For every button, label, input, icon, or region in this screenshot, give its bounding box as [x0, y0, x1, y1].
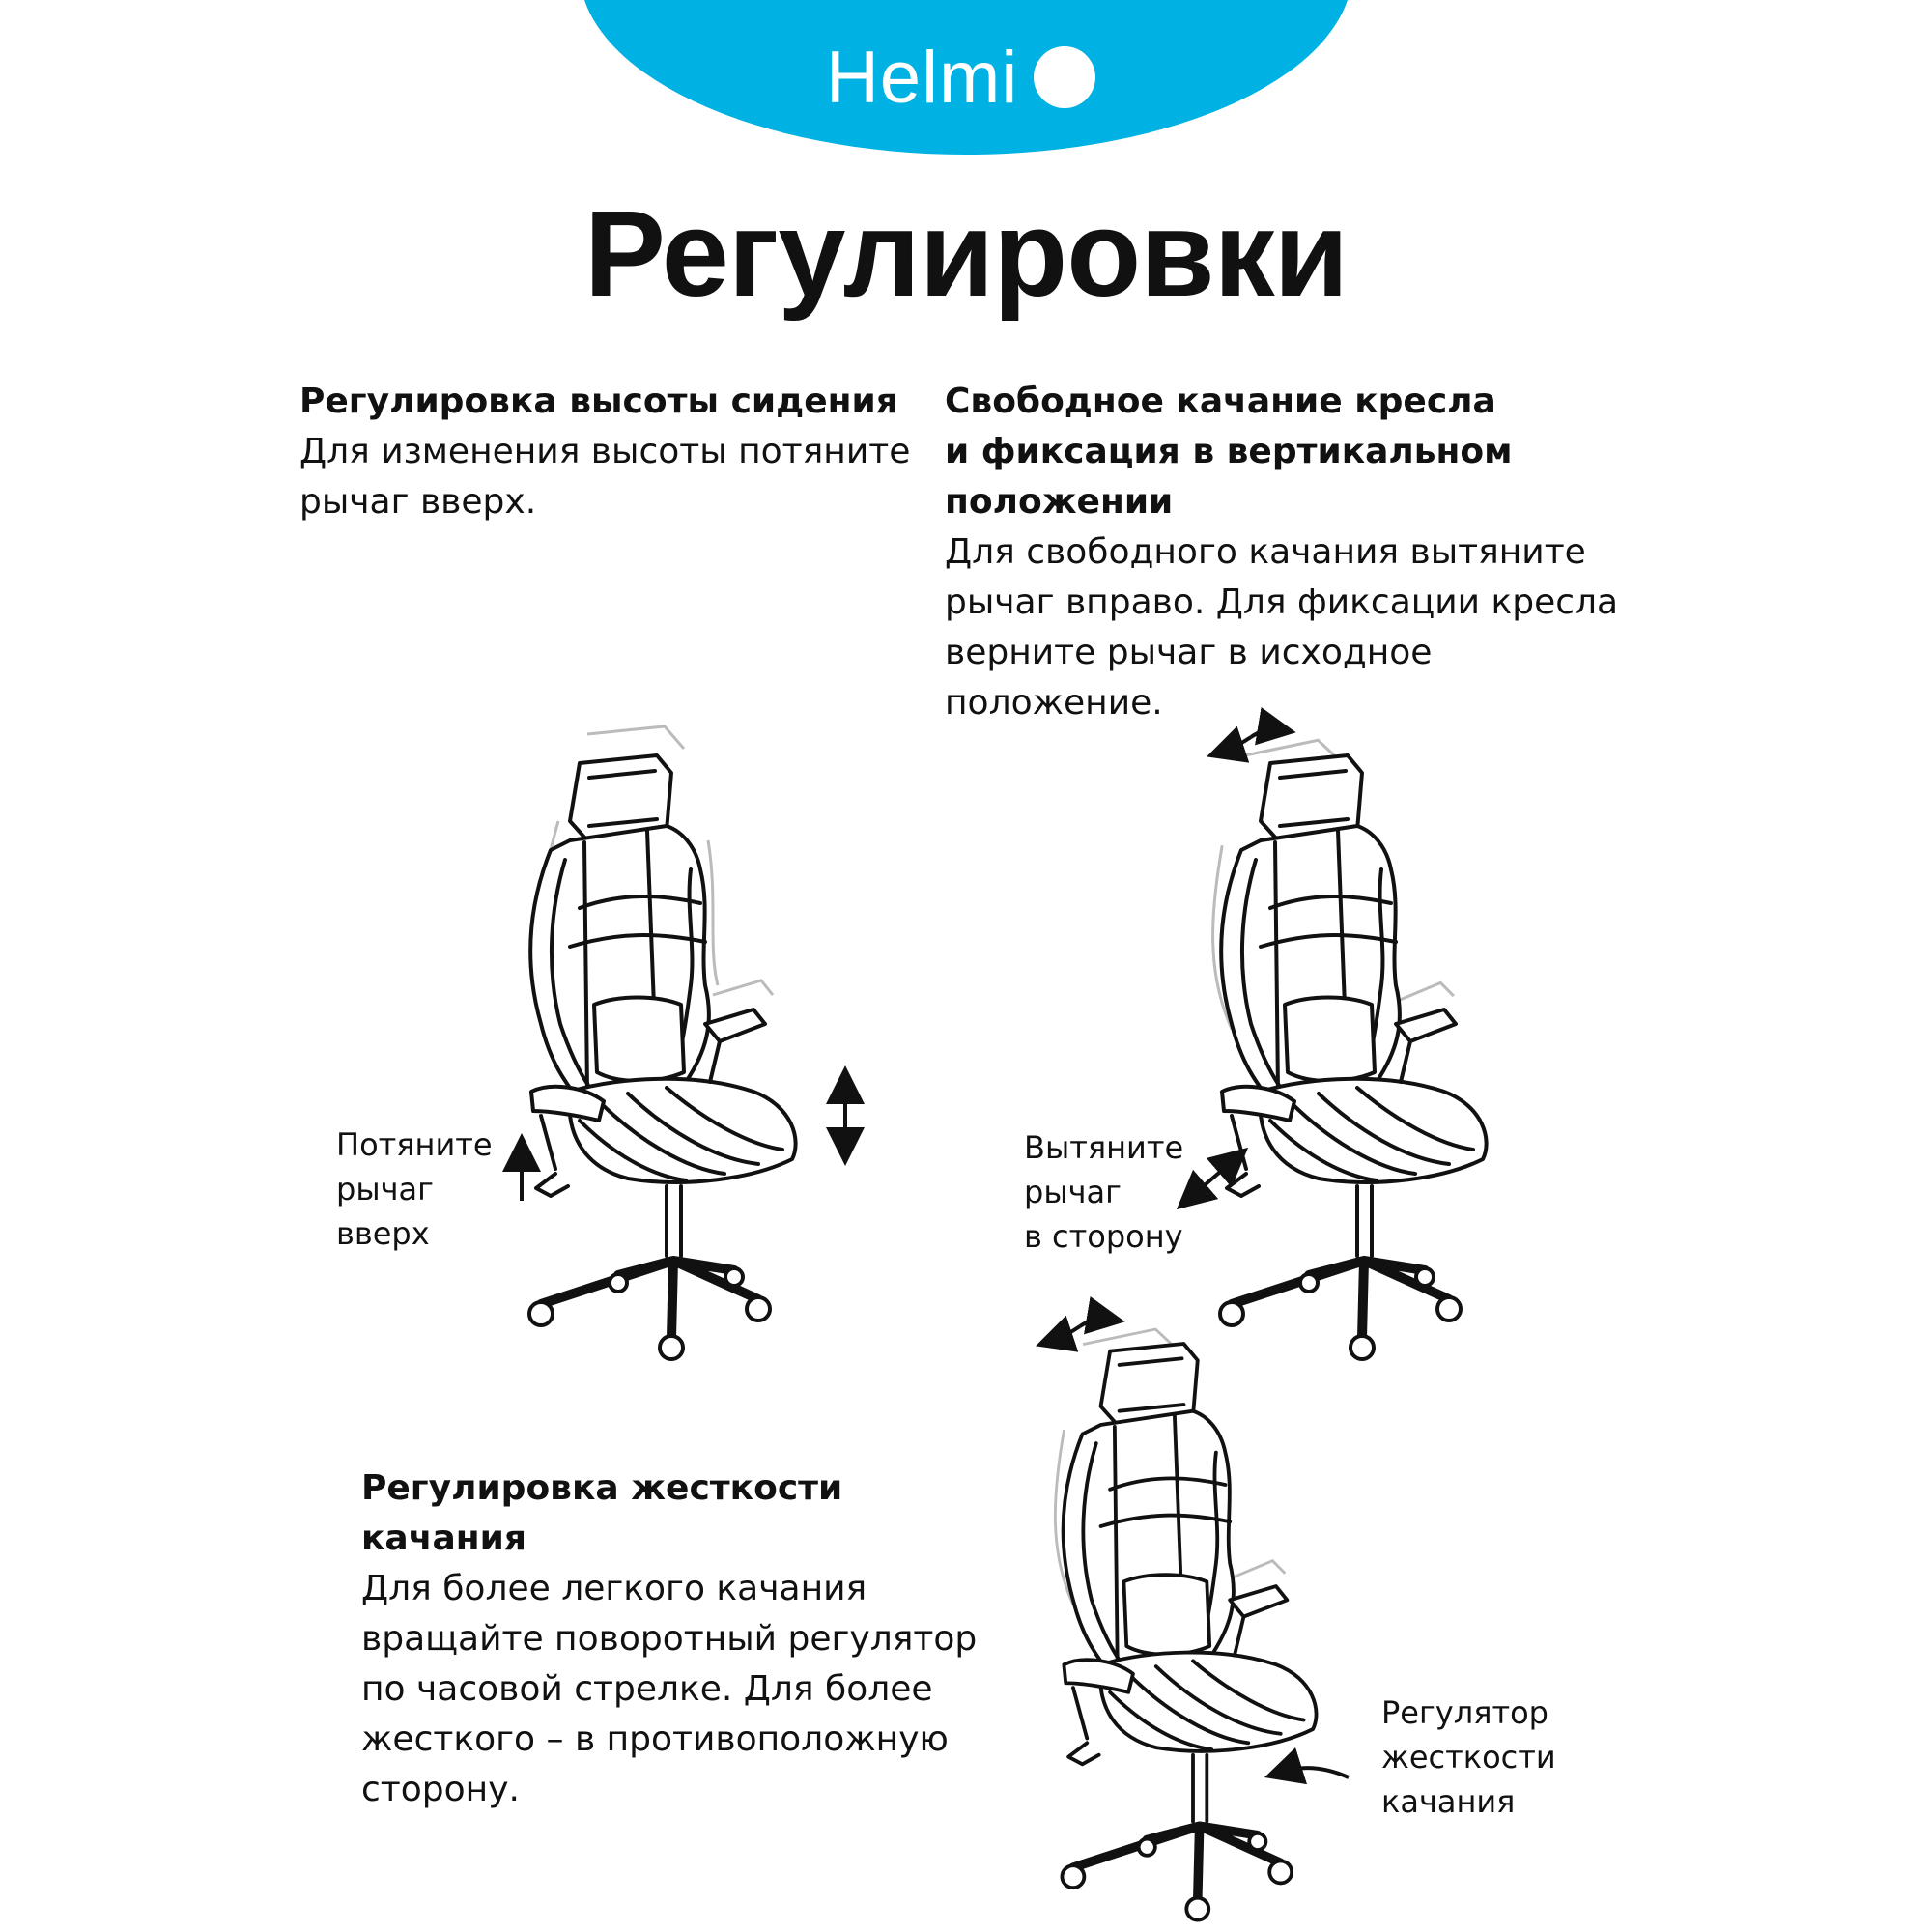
- body-line: жесткого – в противоположную: [361, 1719, 949, 1759]
- body-line: рычаг вверх.: [299, 482, 537, 522]
- body-line: Для свободного качания вытяните: [945, 532, 1586, 572]
- heading-line: положении: [945, 482, 1174, 522]
- callout-line: рычаг: [1024, 1174, 1122, 1210]
- body-line: положение.: [945, 683, 1163, 723]
- callout-line: в сторону: [1024, 1218, 1183, 1255]
- section-tilt-lock: [945, 377, 1640, 728]
- arrow-up-down-icon: [836, 1077, 855, 1154]
- section-heading: [299, 377, 918, 427]
- arrow-up-icon: [512, 1145, 531, 1203]
- section-body: [299, 427, 918, 527]
- callout-line: Вытяните: [1024, 1129, 1184, 1166]
- section-heading: [945, 377, 1640, 527]
- chair-illustration-tension: [1038, 1323, 1348, 1932]
- arrow-knob-pointer-icon: [1275, 1758, 1352, 1797]
- chair-illustration-height: [512, 734, 821, 1372]
- callout-tension-knob: [1381, 1690, 1556, 1824]
- body-line: рычаг вправо. Для фиксации кресла: [945, 582, 1619, 622]
- callout-line: качания: [1381, 1783, 1516, 1820]
- section-body: [361, 1564, 999, 1815]
- section-heading: [361, 1463, 999, 1564]
- brand-name: Helmi: [826, 36, 1019, 119]
- callout-pull-lever-up: [336, 1122, 493, 1256]
- callout-line: рычаг: [336, 1171, 434, 1208]
- page-title: Регулировки: [583, 185, 1349, 322]
- heading-line: Свободное качание кресла: [945, 382, 1496, 421]
- heading-line: Регулировка жесткости качания: [361, 1468, 843, 1558]
- arrow-diagonal-icon: [1183, 1154, 1241, 1203]
- brand-dot-icon: [1034, 46, 1095, 108]
- chair-illustration-tilt: [1203, 734, 1512, 1372]
- body-line: по часовой стрелке. Для более: [361, 1669, 933, 1709]
- callout-line: Потяните: [336, 1126, 493, 1163]
- arrow-tilt-icon: [1217, 720, 1285, 758]
- callout-pull-lever-side: [1024, 1125, 1183, 1259]
- heading-line: Регулировка высоты сидения: [299, 382, 898, 421]
- body-line: вращайте поворотный регулятор: [361, 1619, 978, 1659]
- callout-line: Регулятор: [1381, 1694, 1548, 1731]
- section-body: [945, 527, 1640, 728]
- body-line: Для изменения высоты потяните: [299, 432, 911, 471]
- section-seat-height: [299, 377, 918, 527]
- section-tilt-tension: [361, 1463, 999, 1815]
- body-line: сторону.: [361, 1770, 520, 1809]
- heading-line: и фиксация в вертикальном: [945, 432, 1513, 471]
- body-line: верните рычаг в исходное: [945, 633, 1433, 672]
- body-line: Для более легкого качания: [361, 1569, 867, 1608]
- arrow-tilt-icon: [1046, 1309, 1114, 1348]
- callout-line: вверх: [336, 1215, 430, 1252]
- brand-logo: [826, 36, 1116, 119]
- callout-line: жесткости: [1381, 1739, 1556, 1776]
